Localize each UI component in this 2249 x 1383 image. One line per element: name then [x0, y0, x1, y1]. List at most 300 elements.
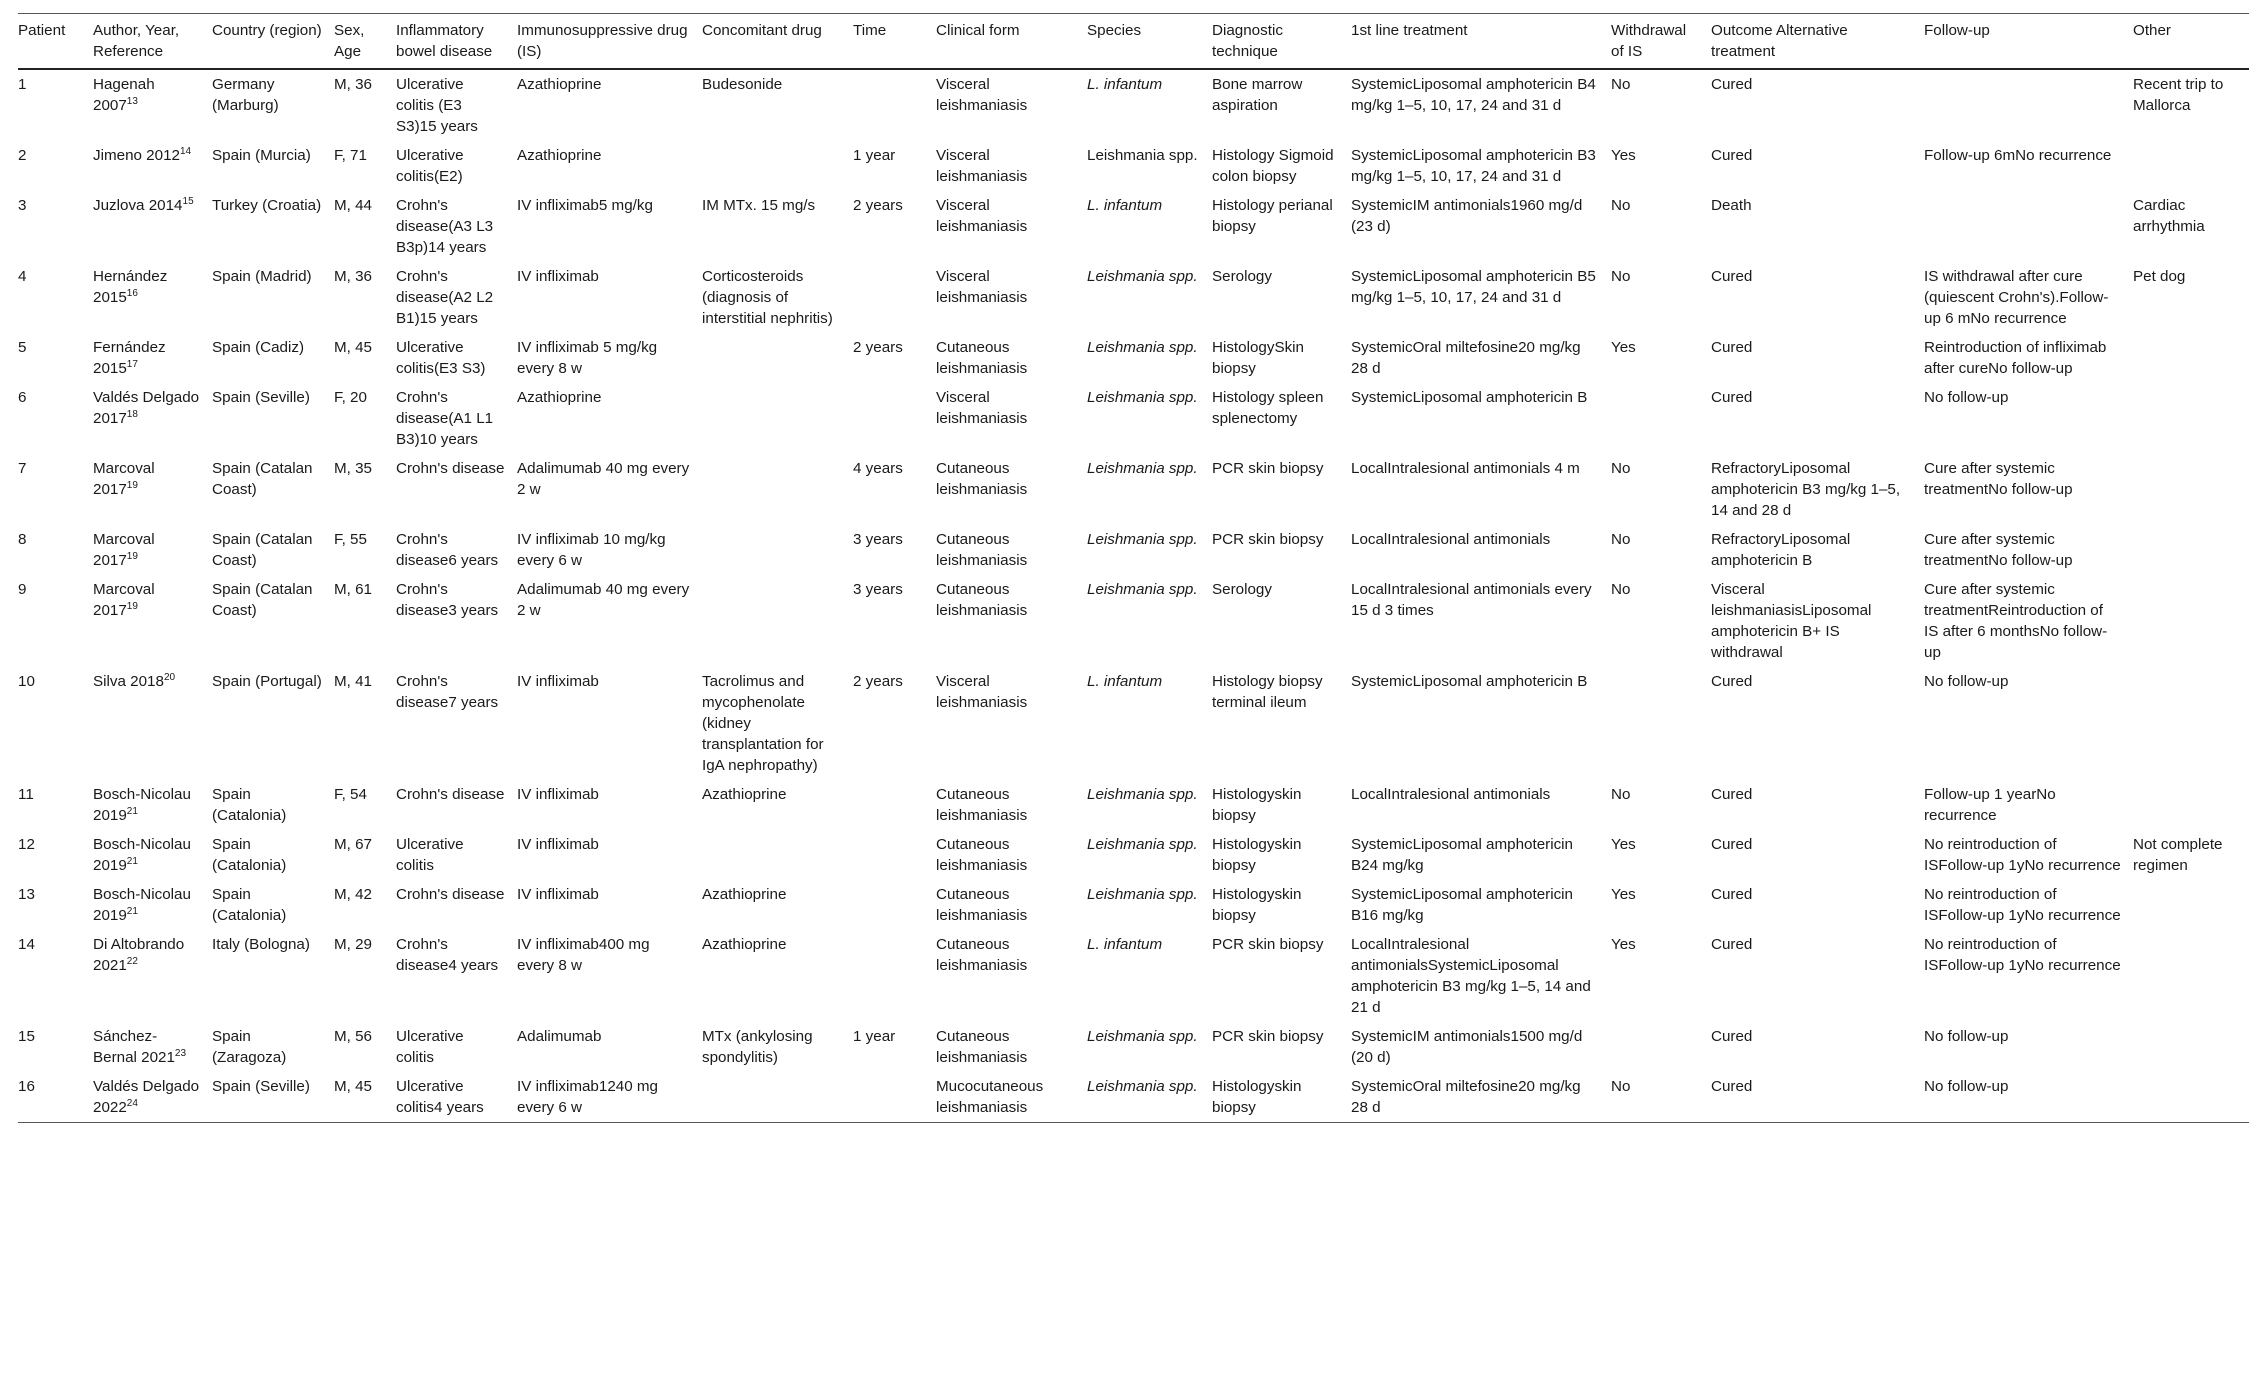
cell-concomitant: [702, 667, 853, 780]
table-row: [18, 383, 2249, 454]
cell-species-text: Leishmania spp.: [1087, 1028, 1198, 1045]
cell-patient-text: 9: [18, 581, 27, 598]
cell-other: [2133, 262, 2249, 333]
cell-diagnostic-text: Histologyskin biopsy: [1212, 786, 1302, 824]
cell-treatment-text: SystemicIM antimonials1960 mg/d (23 d): [1351, 197, 1583, 235]
cell-follow-up-text: Follow-up 6mNo recurrence: [1924, 147, 2112, 164]
cell-time: [853, 454, 936, 525]
cell-concomitant-text: Corticosteroids (diagnosis of interstitial nephritis): [702, 268, 833, 327]
cell-ibd-text: Ulcerative colitis(E3 S3): [396, 339, 486, 377]
cell-country: [212, 191, 334, 262]
cell-follow-up: [1924, 69, 2133, 141]
cell-clinical-form-text: Cutaneous leishmaniasis: [936, 339, 1028, 377]
cell-follow-up: [1924, 262, 2133, 333]
cell-follow-up: [1924, 1072, 2133, 1123]
cell-country: [212, 575, 334, 667]
cell-withdrawal-text: No: [1611, 1078, 1631, 1095]
cell-withdrawal-text: Yes: [1611, 886, 1636, 903]
cell-country-text: Italy (Bologna): [212, 936, 310, 953]
cell-is-drug-text: Adalimumab 40 mg every 2 w: [517, 460, 690, 498]
cell-clinical-form: [936, 575, 1087, 667]
cell-diagnostic: [1212, 930, 1351, 1022]
cell-withdrawal: [1611, 454, 1711, 525]
cell-country: [212, 262, 334, 333]
col-header-sex-age: Sex, Age: [334, 14, 396, 70]
cell-time: [853, 830, 936, 880]
cell-clinical-form-text: Visceral leishmaniasis: [936, 673, 1028, 711]
cell-follow-up: [1924, 930, 2133, 1022]
cell-ibd: [396, 69, 517, 141]
reference-number: 19: [126, 600, 138, 612]
cell-sex-age-text: M, 41: [334, 673, 372, 690]
cell-author: [93, 333, 212, 383]
cell-time: [853, 880, 936, 930]
table-row: [18, 667, 2249, 780]
cell-ibd-text: Crohn's disease3 years: [396, 581, 499, 619]
cell-sex-age: [334, 1022, 396, 1072]
cell-concomitant: [702, 1072, 853, 1123]
cell-treatment: [1351, 454, 1611, 525]
cell-ibd: [396, 1072, 517, 1123]
reference-number: 14: [179, 145, 192, 157]
cell-other: [2133, 930, 2249, 1022]
cell-patient: [18, 333, 93, 383]
cell-country-text: Spain (Seville): [212, 389, 310, 406]
author-text: Hagenah 2007: [93, 76, 155, 114]
cell-diagnostic-text: Histology spleen splenectomy: [1212, 389, 1324, 427]
cell-author: [93, 141, 212, 191]
cell-patient-text: 2: [18, 147, 27, 164]
cell-withdrawal: [1611, 880, 1711, 930]
cell-ibd: [396, 525, 517, 575]
cell-is-drug-text: Adalimumab: [517, 1028, 602, 1045]
table-row: [18, 262, 2249, 333]
reference-number: 17: [126, 358, 138, 370]
cell-withdrawal: [1611, 575, 1711, 667]
cell-patient-text: 10: [18, 673, 35, 690]
cell-is-drug-text: IV infliximab 10 mg/kg every 6 w: [517, 531, 666, 569]
cell-other: [2133, 667, 2249, 780]
cell-time-text: 3 years: [853, 531, 903, 548]
cell-sex-age-text: F, 20: [334, 389, 367, 406]
cell-withdrawal: [1611, 69, 1711, 141]
reference-number: 18: [126, 408, 138, 420]
cell-is-drug: [517, 333, 702, 383]
cell-diagnostic-text: PCR skin biopsy: [1212, 936, 1324, 953]
cell-clinical-form: [936, 69, 1087, 141]
cell-clinical-form-text: Mucocutaneous leishmaniasis: [936, 1078, 1044, 1116]
cell-ibd: [396, 191, 517, 262]
cell-time-text: 2 years: [853, 197, 903, 214]
cell-concomitant: [702, 525, 853, 575]
cell-ibd: [396, 454, 517, 525]
cell-species: [1087, 333, 1212, 383]
cell-ibd: [396, 383, 517, 454]
cell-is-drug: [517, 667, 702, 780]
col-header-is-drug: Immunosuppressive drug (IS): [517, 14, 702, 70]
cell-time-text: 2 years: [853, 339, 903, 356]
cell-ibd-text: Ulcerative colitis(E2): [396, 147, 464, 185]
reference-number: 20: [163, 671, 176, 683]
cell-patient-text: 11: [18, 786, 34, 803]
cell-outcome-text: RefractoryLiposomal amphotericin B: [1711, 531, 1851, 569]
cell-author: [93, 525, 212, 575]
cell-species: [1087, 830, 1212, 880]
cell-time: [853, 141, 936, 191]
cell-outcome-text: Visceral leishmaniasisLiposomal amphotericin B+ IS withdrawal: [1711, 581, 1872, 661]
cell-time: [853, 383, 936, 454]
cell-diagnostic-text: Histology perianal biopsy: [1212, 197, 1333, 235]
cell-follow-up-text: No follow-up: [1924, 673, 2009, 690]
cell-treatment: [1351, 525, 1611, 575]
table-row: [18, 69, 2249, 141]
cell-diagnostic: [1212, 383, 1351, 454]
cell-species-text: Leishmania spp.: [1087, 531, 1198, 548]
cell-sex-age-text: M, 56: [334, 1028, 372, 1045]
cell-is-drug: [517, 780, 702, 830]
cell-withdrawal: [1611, 262, 1711, 333]
table-row: [18, 575, 2249, 667]
cell-concomitant-text: Azathioprine: [702, 786, 787, 803]
cell-species-text: Leishmania spp.: [1087, 268, 1198, 285]
cell-country-text: Spain (Catalonia): [212, 886, 287, 924]
cell-follow-up-text: Cure after systemic treatmentReintroduction of IS after 6 monthsNo follow-up: [1924, 581, 2108, 661]
cell-patient-text: 15: [18, 1028, 35, 1045]
cell-diagnostic-text: Bone marrow aspiration: [1212, 76, 1303, 114]
author-text: Bosch-Nicolau 2019: [93, 786, 191, 824]
cell-patient-text: 5: [18, 339, 27, 356]
cell-clinical-form: [936, 141, 1087, 191]
cell-ibd-text: Crohn's disease7 years: [396, 673, 499, 711]
cell-ibd: [396, 667, 517, 780]
cell-is-drug-text: IV infliximab: [517, 673, 599, 690]
cell-is-drug: [517, 1072, 702, 1123]
cell-country-text: Spain (Catalan Coast): [212, 581, 313, 619]
cell-follow-up: [1924, 667, 2133, 780]
cell-ibd-text: Crohn's disease(A2 L2 B1)15 years: [396, 268, 494, 327]
cell-outcome-text: RefractoryLiposomal amphotericin B3 mg/kg 1–5, 14 and 28 d: [1711, 460, 1901, 519]
cell-sex-age: [334, 141, 396, 191]
cell-species: [1087, 454, 1212, 525]
cell-country-text: Spain (Cadiz): [212, 339, 305, 356]
col-header-outcome: Outcome Alternative treatment: [1711, 14, 1924, 70]
cell-withdrawal-text: No: [1611, 460, 1631, 477]
cell-is-drug-text: IV infliximab: [517, 886, 599, 903]
cell-ibd-text: Ulcerative colitis: [396, 1028, 464, 1066]
cell-treatment: [1351, 141, 1611, 191]
cell-follow-up: [1924, 830, 2133, 880]
cell-withdrawal-text: No: [1611, 786, 1631, 803]
cell-country-text: Spain (Catalonia): [212, 836, 287, 874]
cell-concomitant: [702, 69, 853, 141]
cell-diagnostic-text: PCR skin biopsy: [1212, 1028, 1324, 1045]
cell-diagnostic-text: Histologyskin biopsy: [1212, 1078, 1302, 1116]
author-text: Marcoval 2017: [93, 531, 155, 569]
cell-sex-age-text: F, 55: [334, 531, 367, 548]
cell-outcome: [1711, 1022, 1924, 1072]
cell-clinical-form-text: Cutaneous leishmaniasis: [936, 460, 1028, 498]
cell-treatment-text: SystemicOral miltefosine20 mg/kg 28 d: [1351, 1078, 1581, 1116]
cell-treatment-text: SystemicLiposomal amphotericin B: [1351, 389, 1588, 406]
cell-outcome-text: Death: [1711, 197, 1752, 214]
cell-outcome: [1711, 262, 1924, 333]
cell-author: [93, 69, 212, 141]
col-header-follow-up: Follow-up: [1924, 14, 2133, 70]
cell-withdrawal: [1611, 141, 1711, 191]
cell-author: [93, 1022, 212, 1072]
cell-ibd: [396, 780, 517, 830]
col-header-country: Country (region): [212, 14, 334, 70]
cell-diagnostic: [1212, 525, 1351, 575]
cell-clinical-form-text: Cutaneous leishmaniasis: [936, 581, 1028, 619]
col-header-patient: Patient: [18, 14, 93, 70]
cell-country-text: Spain (Catalan Coast): [212, 460, 313, 498]
cell-ibd: [396, 141, 517, 191]
cell-other: [2133, 575, 2249, 667]
cell-follow-up: [1924, 333, 2133, 383]
cell-is-drug-text: Adalimumab 40 mg every 2 w: [517, 581, 690, 619]
cell-withdrawal: [1611, 667, 1711, 780]
cell-ibd-text: Crohn's disease: [396, 786, 505, 803]
cell-species: [1087, 525, 1212, 575]
cell-outcome-text: Cured: [1711, 268, 1753, 285]
cell-patient-text: 6: [18, 389, 27, 406]
cell-outcome: [1711, 383, 1924, 454]
cell-sex-age-text: M, 35: [334, 460, 372, 477]
cell-clinical-form-text: Cutaneous leishmaniasis: [936, 886, 1028, 924]
cell-concomitant: [702, 141, 853, 191]
cell-country: [212, 930, 334, 1022]
cell-author: [93, 454, 212, 525]
cell-patient: [18, 141, 93, 191]
cell-time: [853, 780, 936, 830]
table-row: [18, 830, 2249, 880]
cell-treatment: [1351, 880, 1611, 930]
cell-treatment: [1351, 383, 1611, 454]
cell-is-drug: [517, 575, 702, 667]
cell-clinical-form-text: Visceral leishmaniasis: [936, 389, 1028, 427]
cell-diagnostic-text: PCR skin biopsy: [1212, 460, 1324, 477]
cell-clinical-form: [936, 333, 1087, 383]
cell-ibd-text: Crohn's disease(A3 L3 B3p)14 years: [396, 197, 494, 256]
cell-patient-text: 13: [18, 886, 35, 903]
cell-withdrawal: [1611, 191, 1711, 262]
cell-time: [853, 69, 936, 141]
cell-is-drug: [517, 383, 702, 454]
cell-clinical-form-text: Cutaneous leishmaniasis: [936, 786, 1028, 824]
cell-is-drug: [517, 1022, 702, 1072]
cell-outcome-text: Cured: [1711, 339, 1753, 356]
cell-withdrawal: [1611, 525, 1711, 575]
cell-other: [2133, 880, 2249, 930]
cell-sex-age: [334, 333, 396, 383]
cell-sex-age: [334, 454, 396, 525]
cell-sex-age: [334, 383, 396, 454]
cell-patient: [18, 525, 93, 575]
cell-ibd-text: Crohn's disease6 years: [396, 531, 499, 569]
cell-patient: [18, 667, 93, 780]
cell-withdrawal: [1611, 780, 1711, 830]
cell-is-drug: [517, 141, 702, 191]
cell-sex-age-text: M, 61: [334, 581, 372, 598]
cell-country: [212, 525, 334, 575]
cell-withdrawal-text: No: [1611, 531, 1631, 548]
cell-ibd-text: Crohn's disease(A1 L1 B3)10 years: [396, 389, 494, 448]
cell-patient-text: 8: [18, 531, 27, 548]
cell-concomitant-text: Azathioprine: [702, 936, 787, 953]
cell-clinical-form: [936, 191, 1087, 262]
cell-species-text: Leishmania spp.: [1087, 836, 1198, 853]
cell-other-text: Recent trip to Mallorca: [2133, 76, 2224, 114]
col-header-treatment: 1st line treatment: [1351, 14, 1611, 70]
cell-author: [93, 262, 212, 333]
cell-outcome-text: Cured: [1711, 886, 1753, 903]
cell-clinical-form: [936, 525, 1087, 575]
cell-other: [2133, 69, 2249, 141]
cell-diagnostic: [1212, 1072, 1351, 1123]
cell-species: [1087, 383, 1212, 454]
cell-species: [1087, 1072, 1212, 1123]
cell-clinical-form: [936, 383, 1087, 454]
cell-diagnostic: [1212, 454, 1351, 525]
cell-concomitant: [702, 930, 853, 1022]
cell-species-text: Leishmania spp.: [1087, 389, 1198, 406]
cell-patient-text: 1: [18, 76, 27, 93]
cell-author: [93, 383, 212, 454]
cell-species: [1087, 667, 1212, 780]
cell-is-drug-text: IV infliximab: [517, 836, 599, 853]
cell-withdrawal-text: Yes: [1611, 936, 1636, 953]
cell-outcome-text: Cured: [1711, 673, 1753, 690]
cell-species: [1087, 69, 1212, 141]
cell-ibd-text: Crohn's disease: [396, 886, 505, 903]
cell-follow-up-text: No reintroduction of ISFollow-up 1yNo recurrence: [1924, 936, 2121, 974]
cell-ibd: [396, 575, 517, 667]
cell-withdrawal-text: No: [1611, 581, 1631, 598]
cell-species: [1087, 880, 1212, 930]
cell-diagnostic: [1212, 1022, 1351, 1072]
cell-sex-age: [334, 262, 396, 333]
cell-clinical-form-text: Visceral leishmaniasis: [936, 197, 1028, 235]
table-row: [18, 525, 2249, 575]
cell-is-drug: [517, 191, 702, 262]
cell-country-text: Spain (Portugal): [212, 673, 322, 690]
cell-country: [212, 454, 334, 525]
cell-sex-age: [334, 191, 396, 262]
cell-other: [2133, 1022, 2249, 1072]
reference-number: 13: [126, 95, 138, 107]
cell-country: [212, 667, 334, 780]
cell-clinical-form-text: Cutaneous leishmaniasis: [936, 1028, 1028, 1066]
cell-treatment-text: SystemicOral miltefosine20 mg/kg 28 d: [1351, 339, 1581, 377]
cell-withdrawal: [1611, 1022, 1711, 1072]
cell-patient-text: 12: [18, 836, 35, 853]
cell-sex-age-text: M, 36: [334, 268, 372, 285]
cell-follow-up-text: Follow-up 1 yearNo recurrence: [1924, 786, 2056, 824]
cell-sex-age-text: M, 45: [334, 339, 372, 356]
cell-author: [93, 780, 212, 830]
table-header: [18, 14, 2249, 70]
cell-country-text: Spain (Seville): [212, 1078, 310, 1095]
reference-number: 15: [182, 195, 194, 207]
cell-time: [853, 1022, 936, 1072]
table-row: [18, 1022, 2249, 1072]
cell-concomitant: [702, 383, 853, 454]
author-text: Di Altobrando 2021: [93, 936, 185, 974]
reference-number: 24: [126, 1097, 138, 1109]
cell-sex-age: [334, 575, 396, 667]
cell-is-drug-text: IV infliximab5 mg/kg: [517, 197, 653, 214]
cell-country-text: Spain (Madrid): [212, 268, 312, 285]
cell-species-text: Leishmania spp.: [1087, 1078, 1198, 1095]
cell-country: [212, 141, 334, 191]
cell-outcome-text: Cured: [1711, 836, 1753, 853]
cell-time-text: 1 year: [853, 1028, 896, 1045]
author-text: Silva 2018: [93, 673, 164, 690]
cell-ibd: [396, 880, 517, 930]
cell-clinical-form-text: Visceral leishmaniasis: [936, 147, 1028, 185]
cell-diagnostic: [1212, 780, 1351, 830]
cell-country-text: Spain (Catalan Coast): [212, 531, 313, 569]
cell-patient: [18, 1072, 93, 1123]
cell-treatment: [1351, 69, 1611, 141]
cell-other: [2133, 383, 2249, 454]
cell-country: [212, 333, 334, 383]
cell-species-text: Leishmania spp.: [1087, 339, 1198, 356]
cell-clinical-form: [936, 780, 1087, 830]
cell-species-text: L. infantum: [1087, 76, 1163, 93]
cell-outcome: [1711, 333, 1924, 383]
author-text: Valdés Delgado 2022: [93, 1078, 200, 1116]
cell-diagnostic-text: HistologySkin biopsy: [1212, 339, 1305, 377]
cell-is-drug: [517, 525, 702, 575]
cell-withdrawal-text: No: [1611, 76, 1631, 93]
cell-follow-up: [1924, 1022, 2133, 1072]
cell-concomitant: [702, 830, 853, 880]
cell-time: [853, 262, 936, 333]
cell-is-drug: [517, 69, 702, 141]
cell-treatment-text: SystemicLiposomal amphotericin B3 mg/kg 1–5, 10, 17, 24 and 31 d: [1351, 147, 1596, 185]
cell-time-text: 3 years: [853, 581, 903, 598]
cell-treatment-text: LocalIntralesional antimonials every 15 d 3 times: [1351, 581, 1592, 619]
cell-concomitant: [702, 575, 853, 667]
cell-follow-up-text: No follow-up: [1924, 1028, 2009, 1045]
cell-ibd: [396, 830, 517, 880]
cell-is-drug: [517, 880, 702, 930]
cell-patient-text: 14: [18, 936, 35, 953]
cell-sex-age-text: F, 54: [334, 786, 367, 803]
table-row: [18, 333, 2249, 383]
col-header-ibd: Inflammatory bowel disease: [396, 14, 517, 70]
cell-time: [853, 525, 936, 575]
cell-species-text: Leishmania spp.: [1087, 581, 1198, 598]
cell-clinical-form: [936, 454, 1087, 525]
cell-diagnostic: [1212, 333, 1351, 383]
cell-is-drug-text: IV infliximab400 mg every 8 w: [517, 936, 650, 974]
table-row: [18, 1072, 2249, 1123]
cell-outcome: [1711, 575, 1924, 667]
cell-follow-up-text: No reintroduction of ISFollow-up 1yNo recurrence: [1924, 836, 2121, 874]
cell-concomitant-text: MTx (ankylosing spondylitis): [702, 1028, 813, 1066]
cell-diagnostic-text: Serology: [1212, 581, 1272, 598]
col-header-concomitant: Concomitant drug: [702, 14, 853, 70]
cell-treatment-text: SystemicLiposomal amphotericin B4 mg/kg 1–5, 10, 17, 24 and 31 d: [1351, 76, 1596, 114]
cell-sex-age: [334, 930, 396, 1022]
cell-sex-age-text: M, 44: [334, 197, 372, 214]
cell-country: [212, 1022, 334, 1072]
cell-species: [1087, 780, 1212, 830]
cell-concomitant-text: Budesonide: [702, 76, 783, 93]
